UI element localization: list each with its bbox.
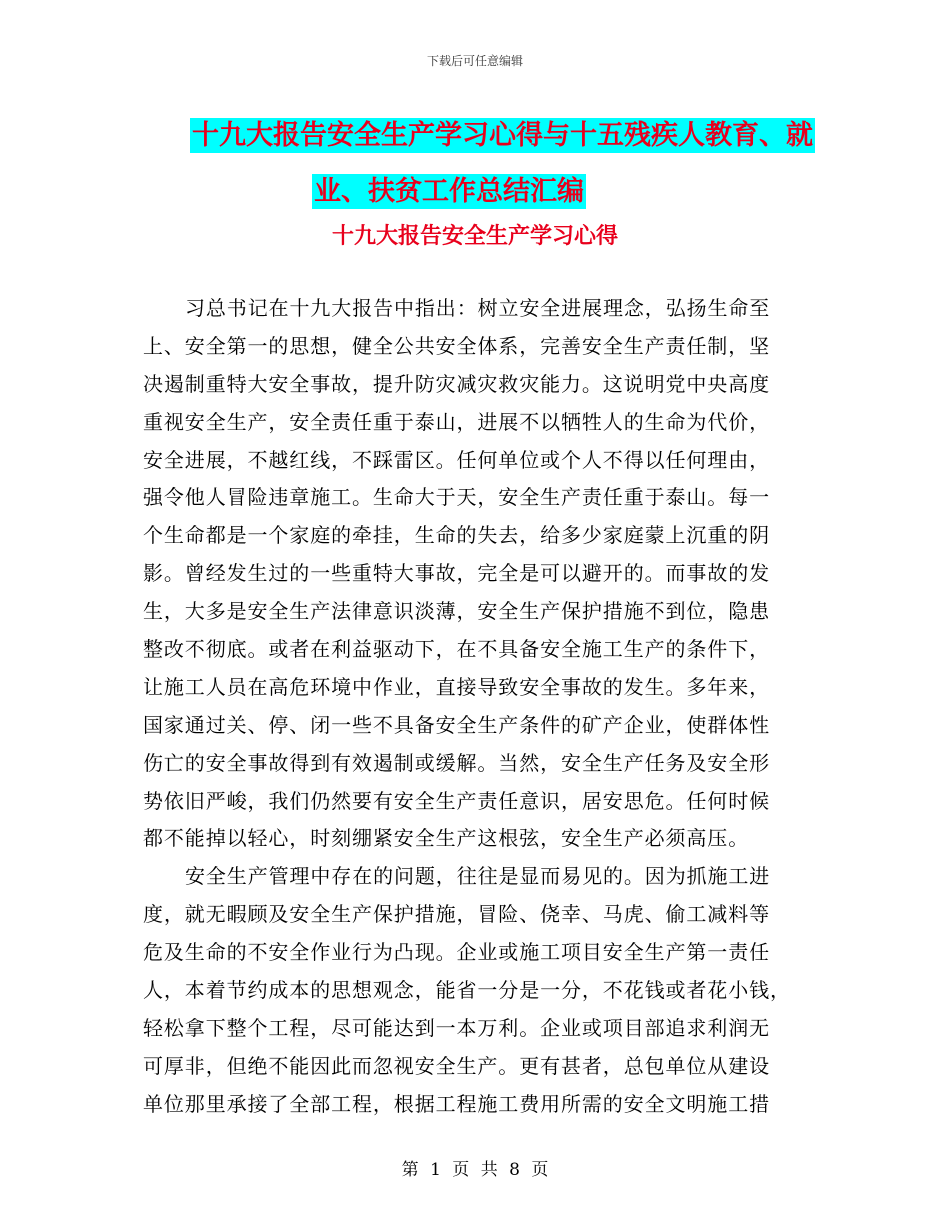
text-line: 危及生命的不安全作业行为凸现。企业或施工项目安全生产第一责任 — [143, 940, 770, 965]
section-title: 十九大报告安全生产学习心得 — [331, 223, 618, 249]
text-line: 人，本着节约成本的思想观念，能省一分是一分，不花钱或者花小钱， — [143, 978, 791, 1003]
body-paragraph — [143, 290, 803, 858]
title-highlight: 业、扶贫工作总结汇编 — [314, 176, 584, 207]
body-paragraph — [143, 858, 803, 1123]
text-line: 安全进展，不越红线，不踩雷区。任何单位或个人不得以任何理由， — [143, 447, 770, 472]
text-line: 安全生产管理中存在的问题，往往是显而易见的。因为抓施工进 — [185, 864, 771, 889]
text-line: 重视安全生产，安全责任重于泰山，进展不以牺牲人的生命为代价， — [143, 409, 770, 434]
text-line: 单位那里承接了全部工程，根据工程施工费用所需的安全文明施工措 — [143, 1091, 770, 1116]
text-line: 伤亡的安全事故得到有效遏制或缓解。当然，安全生产任务及安全形 — [143, 750, 770, 775]
text-line: 生，大多是安全生产法律意识淡薄，安全生产保护措施不到位，隐患 — [143, 599, 770, 624]
text-line: 轻松拿下整个工程，尽可能达到一本万利。企业或项目部追求利润无 — [143, 1015, 770, 1040]
text-line: 整改不彻底。或者在利益驱动下，在不具备安全施工生产的条件下， — [143, 637, 770, 662]
text-line: 势依旧严峻，我们仍然要有安全生产责任意识，居安思危。任何时候 — [143, 788, 770, 813]
page-header-note: 下载后可任意编辑 — [426, 54, 523, 68]
page-number: 第 1 页 共 8 页 — [401, 1160, 549, 1180]
text-line: 可厚非，但绝不能因此而忽视安全生产。更有甚者，总包单位从建设 — [143, 1053, 770, 1078]
text-line: 让施工人员在高危环境中作业，直接导致安全事故的发生。多年来， — [143, 674, 770, 699]
document-body — [143, 290, 803, 1124]
document-title-line-2 — [312, 164, 860, 220]
title-highlight: 十九大报告安全生产学习心得与十五残疾人教育、就 — [192, 120, 813, 151]
text-line: 都不能掉以轻心，时刻绷紧安全生产这根弦，安全生产必须高压。 — [143, 826, 750, 851]
text-line: 上、安全第一的思想，健全公共安全体系，完善安全生产责任制，坚 — [143, 333, 770, 358]
text-line: 个生命都是一个家庭的牵挂，生命的失去，给多少家庭蒙上沉重的阴 — [143, 523, 770, 548]
text-line: 决遏制重特大安全事故，提升防灾减灾救灾能力。这说明党中央高度 — [143, 371, 770, 396]
text-line: 度，就无暇顾及安全生产保护措施，冒险、侥幸、马虎、偷工减料等 — [143, 902, 770, 927]
text-line: 影。曾经发生过的一些重特大事故，完全是可以避开的。而事故的发 — [143, 561, 770, 586]
text-line: 强令他人冒险违章施工。生命大于天，安全生产责任重于泰山。每一 — [143, 485, 770, 510]
text-line: 习总书记在十九大报告中指出：树立安全进展理念，弘扬生命至 — [185, 296, 771, 320]
document-title — [140, 108, 860, 220]
document-title-line-1 — [190, 108, 860, 164]
text-line: 国家通过关、停、闭一些不具备安全生产条件的矿产企业，使群体性 — [143, 712, 770, 737]
